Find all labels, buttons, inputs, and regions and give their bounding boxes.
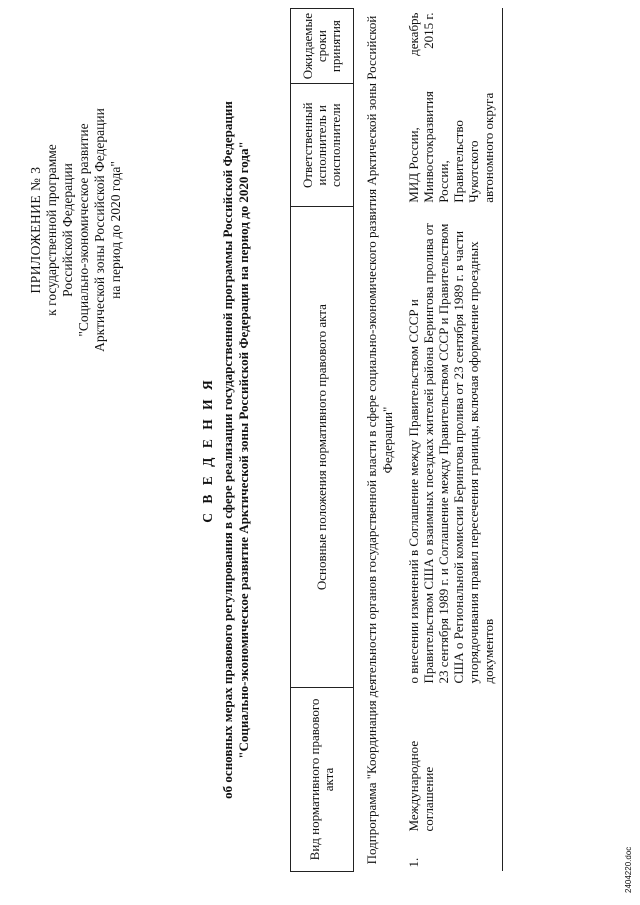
row-kind: Международное соглашение (406, 740, 436, 832)
header-provisions: Основные положения нормативного правового акта (291, 207, 354, 688)
row-term: декабрь 2015 г. (406, 12, 436, 56)
appendix-line: Российской Федерации (60, 163, 75, 297)
table-bottom-rule (503, 9, 506, 872)
measures-table (290, 8, 505, 872)
document-heading: С В Е Д Е Н И Я (200, 377, 215, 523)
appendix-line: Арктической зоны Российской Федерации (92, 108, 107, 352)
header-responsible: Ответственный исполнитель и соисполнители (291, 84, 354, 207)
appendix-line: к государственной программе (44, 144, 59, 316)
subprogram-row (354, 9, 401, 872)
document-subtitle-line: "Социально-экономическое развитие Арктической зоны Российской Федерации на период до 2020 года" (236, 141, 251, 759)
document-subtitle-line: об основных мерах правового регулирования в сфере реализации государственной программы Российской Федерации (220, 101, 235, 799)
doc-file-mark: 2404220.doc (624, 846, 633, 893)
table-row (400, 9, 503, 872)
appendix-block (28, 25, 124, 435)
header-kind: Вид нормативного правового акта (291, 688, 354, 872)
appendix-line: ПРИЛОЖЕНИЕ № 3 (28, 166, 43, 294)
appendix-line: "Социально-экономическое развитие (76, 123, 91, 337)
row-responsible: МИД России, Минвостокразвития России, Правительство Чукотского автономного округа (406, 91, 496, 203)
row-provisions: о внесении изменений в Соглашение между Правительством СССР и Правительством США о взаимных поездках жителей района Берингова пролива от 23 сентября 1989 г. и Соглашение между Правительством СССР и Правительством США о Региональной комиссии Берингова пролива от 23 сентября 1989 г. в части упорядочивания правил пересечения границы, включая оформление проездных документов (406, 223, 496, 684)
header-term: Ожидаемые сроки принятия (291, 9, 354, 84)
bottom-rule (503, 9, 506, 872)
subprogram-title: Подпрограмма "Координация деятельности органов государственной власти в сфере социально-экономического развития Арктической зоны Российской Федерации" (364, 15, 395, 865)
table-header-row (291, 9, 354, 872)
row-number: 1. (406, 857, 421, 868)
title-block (200, 55, 252, 845)
appendix-line: на период до 2020 года" (108, 161, 123, 299)
